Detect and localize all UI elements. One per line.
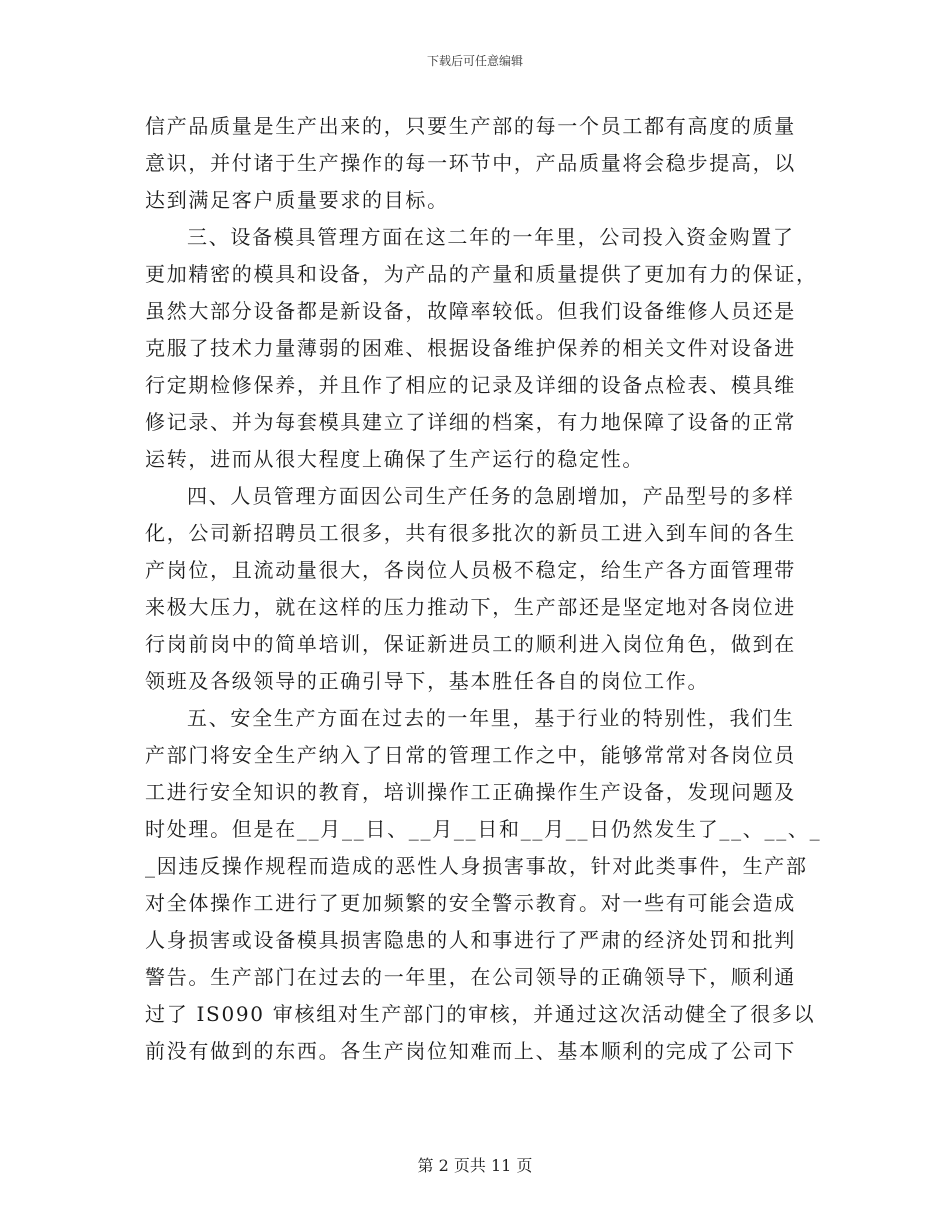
text-line: 人身损害或设备模具损害隐患的人和事进行了严肃的经济处罚和批判: [145, 928, 796, 952]
text-line: 工进行安全知识的教育，培训操作工正确操作生产设备，发现问题及: [145, 780, 796, 804]
text-line: 过了 IS090 审核组对生产部门的审核，并通过这次活动健全了很多以: [145, 1002, 816, 1026]
text-line: _因违反操作规程而造成的恶性人身损害事故，针对此类事件，生产部: [145, 854, 808, 878]
text-line: 五、安全生产方面在过去的一年里，基于行业的特别性，我们生: [187, 706, 795, 730]
text-line: 前没有做到的东西。各生产岗位知难而上、基本顺利的完成了公司下: [145, 1039, 796, 1063]
text-line: 运转，进而从很大程度上确保了生产运行的稳定性。: [145, 447, 645, 471]
text-line: 达到满足客户质量要求的目标。: [145, 188, 449, 212]
text-line: 意识，并付诸于生产操作的每一环节中，产品质量将会稳步提高，以: [145, 151, 796, 175]
text-line: 领班及各级领导的正确引导下，基本胜任各自的岗位工作。: [145, 669, 710, 693]
page-header: 下载后可任意编辑: [426, 54, 523, 68]
text-line: 对全体操作工进行了更加频繁的安全警示教育。对一些有可能会造成: [145, 891, 796, 915]
text-line: 时处理。但是在__月__日、__月__日和__月__日仍然发生了__、__、_: [145, 817, 822, 841]
page-footer: 第 2 页共 11 页: [417, 1156, 533, 1175]
text-line: 更加精密的模具和设备，为产品的产量和质量提供了更加有力的保证，: [145, 262, 818, 286]
text-line: 行岗前岗中的简单培训，保证新进员工的顺利进入岗位角色，做到在: [145, 632, 796, 656]
document-body: [145, 108, 822, 1070]
text-line: 产岗位，且流动量很大，各岗位人员极不稳定，给生产各方面管理带: [145, 558, 796, 582]
text-line: 化，公司新招聘员工很多，共有很多批次的新员工进入到车间的各生: [145, 521, 796, 545]
text-line: 来极大压力，就在这样的压力推动下，生产部还是坚定地对各岗位进: [145, 595, 796, 619]
text-line: 警告。生产部门在过去的一年里，在公司领导的正确领导下，顺利通: [145, 965, 796, 989]
text-line: 产部门将安全生产纳入了日常的管理工作之中，能够常常对各岗位员: [145, 743, 796, 767]
text-line: 克服了技术力量薄弱的困难、根据设备维护保养的相关文件对设备进: [145, 336, 796, 360]
text-line: 四、人员管理方面因公司生产任务的急剧增加，产品型号的多样: [187, 484, 795, 508]
text-line: 行定期检修保养，并且作了相应的记录及详细的设备点检表、模具维: [145, 373, 796, 397]
text-line: 三、设备模具管理方面在这二年的一年里，公司投入资金购置了: [187, 225, 795, 249]
text-line: 信产品质量是生产出来的，只要生产部的每一个员工都有高度的质量: [145, 114, 796, 138]
text-line: 修记录、并为每套模具建立了详细的档案，有力地保障了设备的正常: [145, 410, 796, 434]
text-line: 虽然大部分设备都是新设备，故障率较低。但我们设备维修人员还是: [145, 299, 796, 323]
